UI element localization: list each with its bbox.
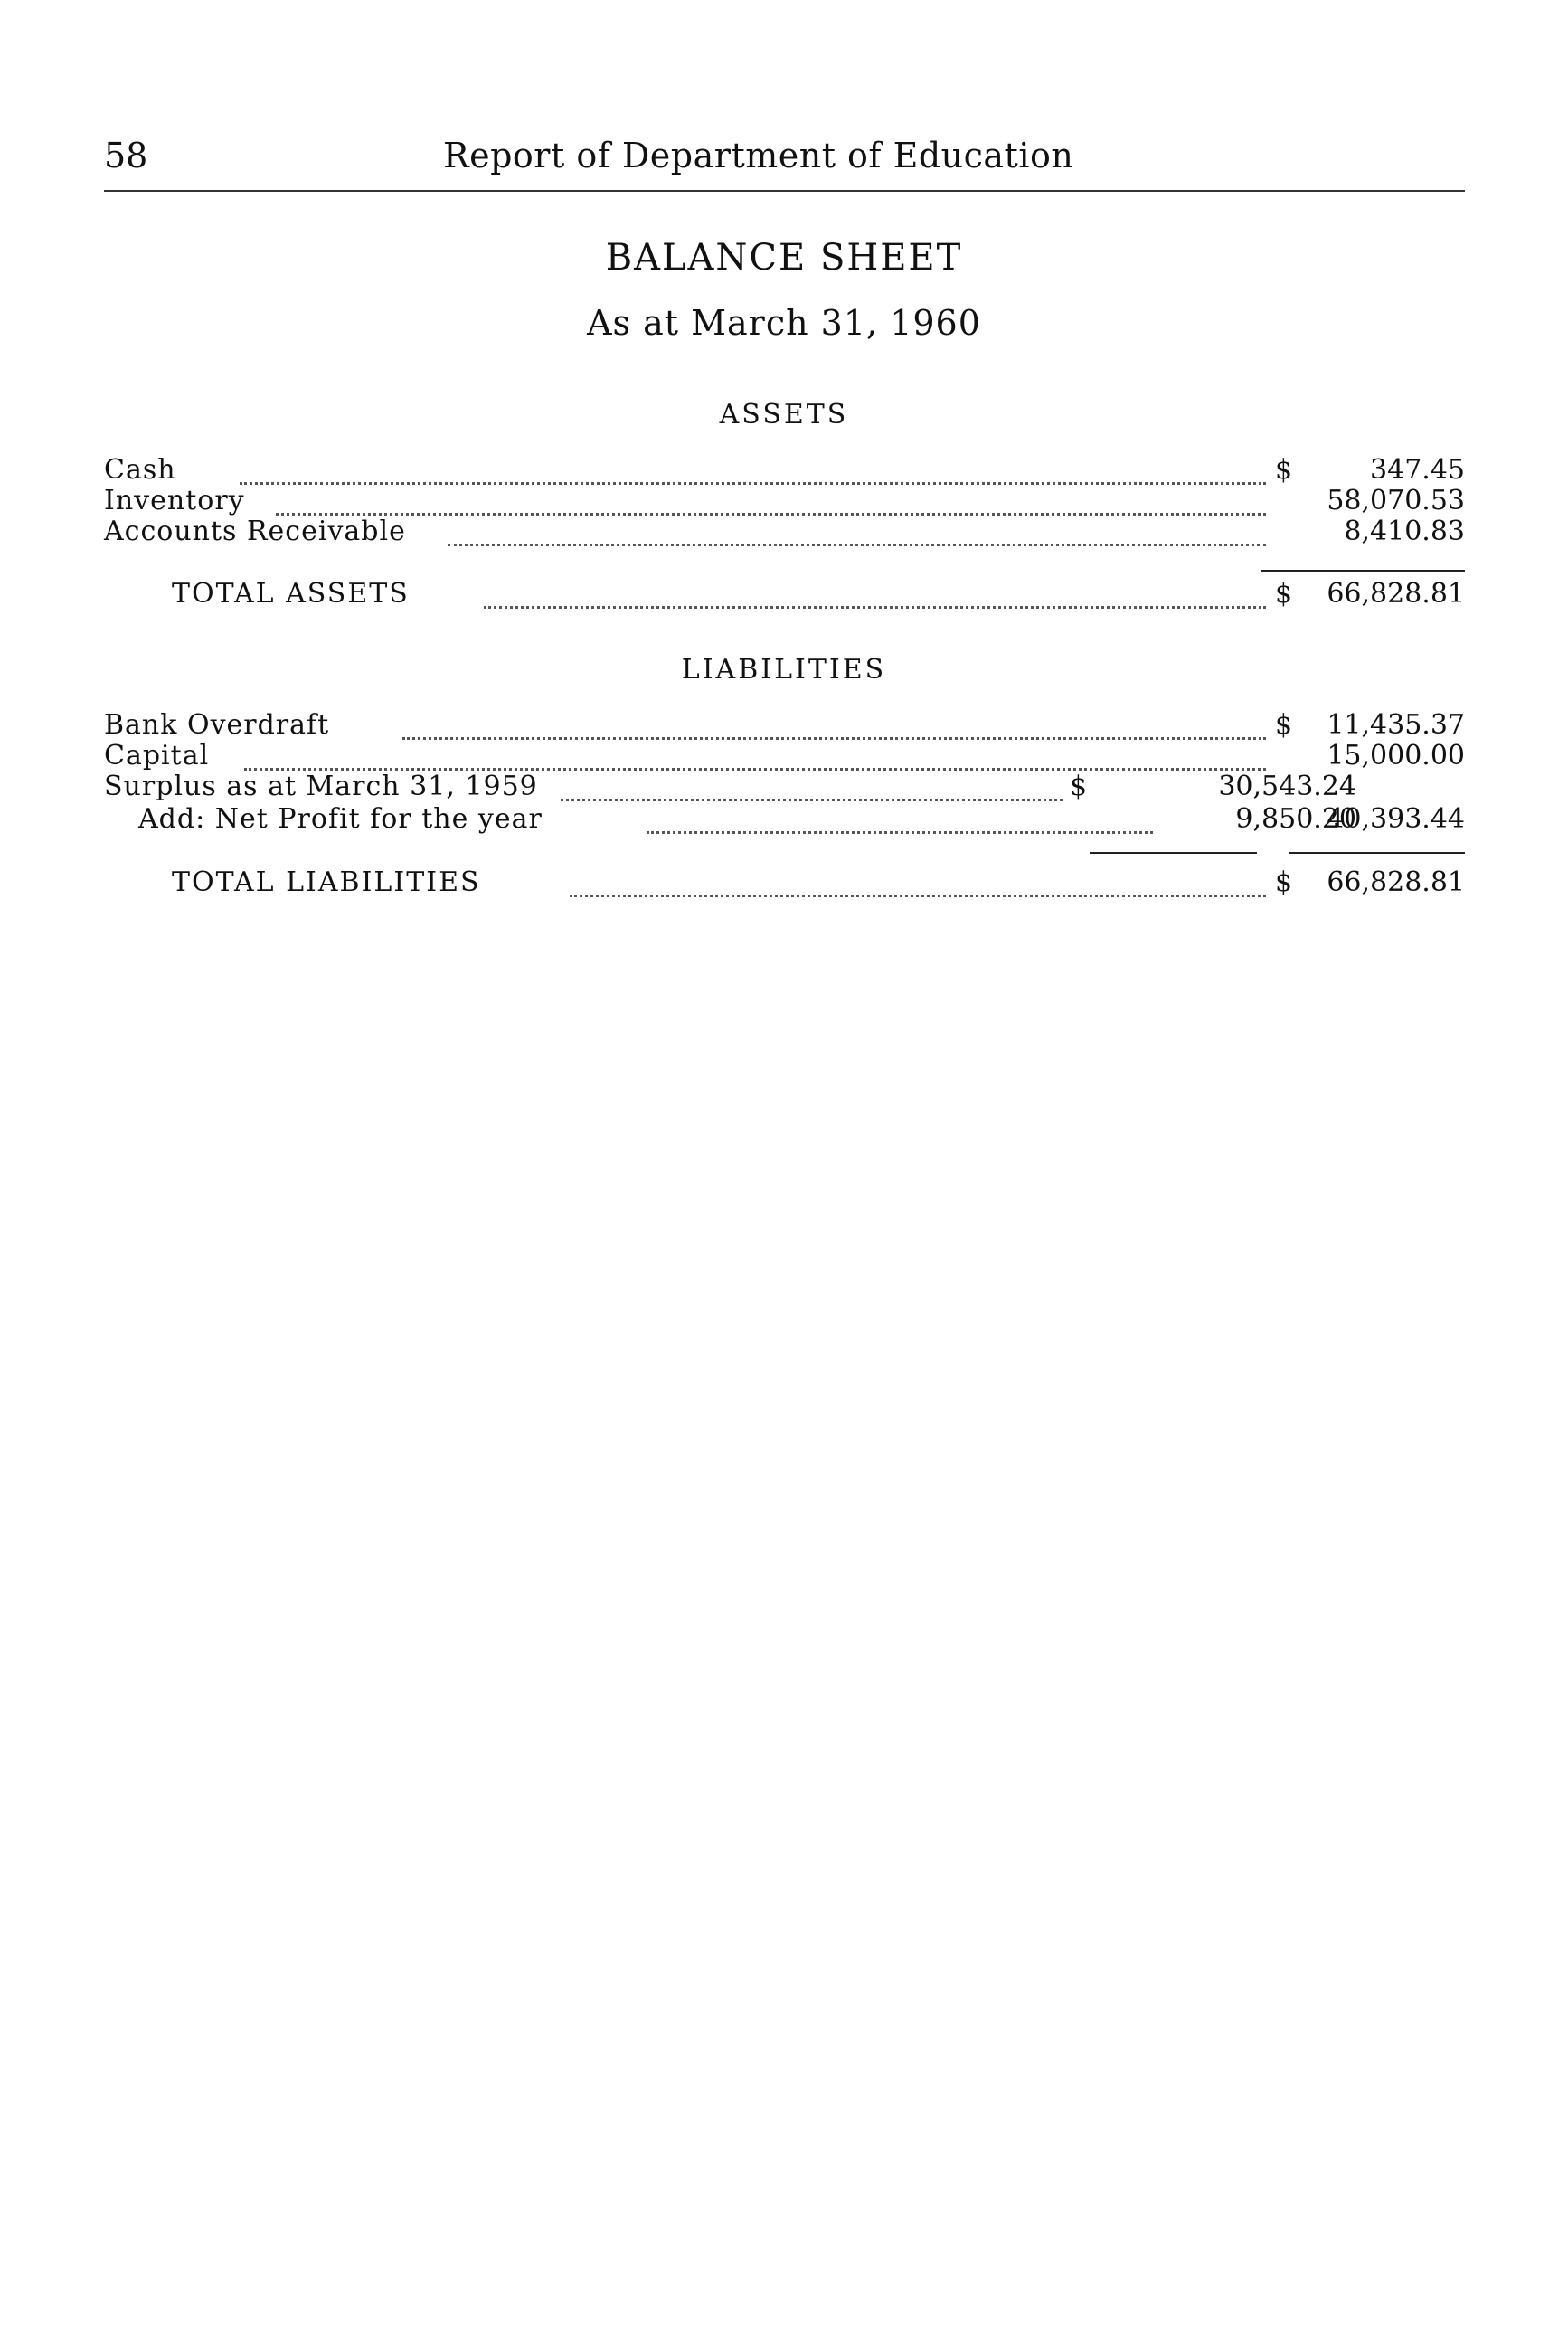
net-profit-label: Add: Net Profit for the year	[138, 804, 553, 835]
dot-leader	[570, 867, 1266, 897]
total-assets-label: TOTAL ASSETS	[172, 579, 420, 610]
dot-leader	[244, 741, 1266, 771]
asset-label: Cash	[104, 455, 187, 486]
net-profit-amount: 9,850.20	[1235, 803, 1356, 835]
dot-leader	[647, 804, 1153, 834]
currency-symbol: $	[1275, 709, 1293, 741]
document-title: BALANCE SHEET	[605, 237, 963, 279]
liability-label: Bank Overdraft	[104, 710, 340, 741]
liability-row-net-profit	[104, 804, 1465, 835]
liability-row-bank-overdraft	[104, 710, 1465, 741]
liability-label: Capital	[104, 741, 220, 772]
total-assets-row	[104, 579, 1465, 610]
running-header	[104, 136, 1465, 181]
currency-symbol: $	[1275, 578, 1293, 610]
liability-amount: 11,435.37	[1327, 709, 1465, 741]
dot-leader	[240, 455, 1266, 485]
document-subtitle: As at March 31, 1960	[587, 303, 981, 343]
subtotal-rule	[1289, 852, 1465, 854]
header-rule	[104, 190, 1465, 192]
asset-row-cash	[104, 455, 1465, 486]
mid-column-rule	[1090, 852, 1257, 854]
asset-row-inventory	[104, 486, 1465, 516]
asset-row-accounts-receivable	[104, 516, 1465, 547]
dot-leader	[561, 772, 1063, 801]
liability-row-capital	[104, 741, 1465, 772]
surplus-combined-amount: 40,393.44	[1327, 803, 1465, 835]
total-liabilities-amount: 66,828.81	[1327, 866, 1465, 898]
running-title: Report of Department of Education	[443, 136, 1074, 175]
total-liabilities-label: TOTAL LIABILITIES	[172, 867, 492, 898]
surplus-label: Surplus as at March 31, 1959	[104, 772, 549, 802]
currency-symbol: $	[1070, 771, 1088, 802]
asset-label: Inventory	[104, 486, 256, 516]
currency-symbol: $	[1275, 454, 1293, 486]
total-liabilities-row	[104, 867, 1465, 898]
assets-heading: ASSETS	[719, 399, 849, 431]
currency-symbol: $	[1275, 866, 1293, 898]
surplus-amount: 30,543.24	[1218, 771, 1356, 802]
dot-leader	[276, 486, 1266, 516]
dot-leader	[402, 710, 1266, 740]
dot-leader	[448, 516, 1266, 546]
liability-amount: 15,000.00	[1327, 740, 1465, 772]
total-assets-amount: 66,828.81	[1327, 578, 1465, 610]
asset-amount: 58,070.53	[1327, 485, 1465, 516]
asset-label: Accounts Receivable	[104, 516, 417, 547]
asset-amount: 347.45	[1370, 454, 1465, 486]
asset-amount: 8,410.83	[1344, 516, 1465, 547]
dot-leader	[484, 579, 1266, 609]
page-number: 58	[104, 136, 148, 175]
subtotal-rule	[1261, 570, 1465, 572]
liabilities-heading: LIABILITIES	[681, 654, 887, 686]
liability-row-surplus	[104, 772, 1465, 802]
